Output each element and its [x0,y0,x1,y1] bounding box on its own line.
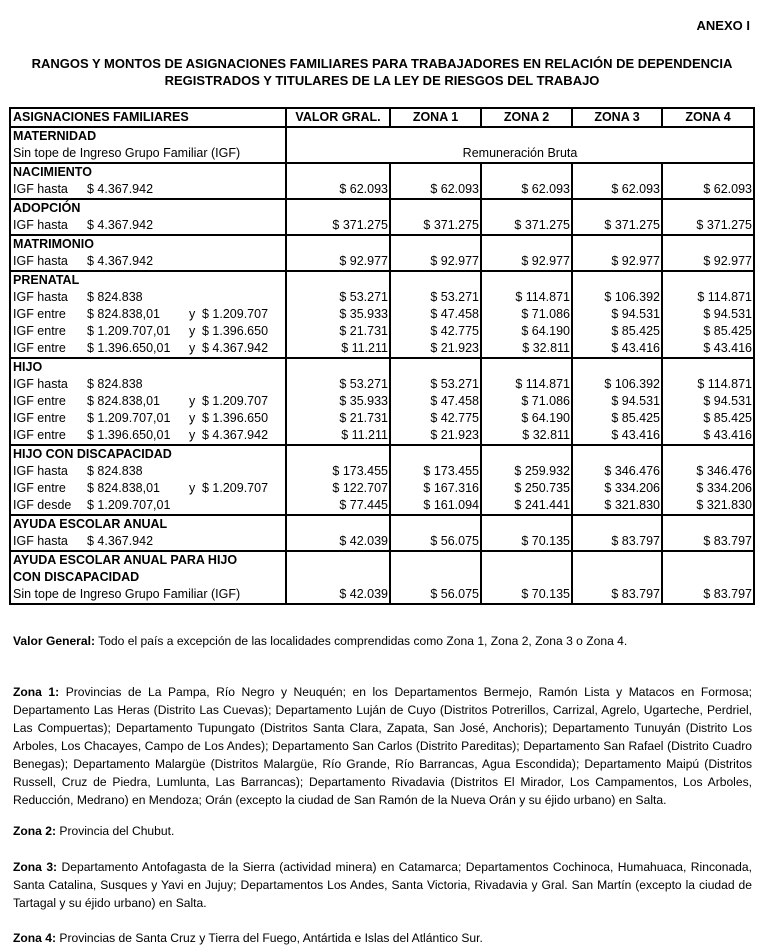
title-line-1: RANGOS Y MONTOS DE ASIGNACIONES FAMILIARES PARA TRABAJADORES EN RELACIÓN DE DEPENDENCIA [31,56,733,71]
amount-cell: $ 42.039 [286,533,390,551]
amount-cell: $ 47.458 [390,393,481,410]
row-label [10,376,286,393]
empty-cell [481,199,572,217]
row-label [10,306,286,323]
amount-cell: $ 83.797 [662,533,754,551]
amount-cell: $ 334.206 [572,480,662,497]
amount-cell: $ 35.933 [286,306,390,323]
row-label-group [13,497,283,514]
row-label [10,410,286,427]
row-label-group [13,376,283,393]
note-text: Todo el país a excepción de las localidades comprendidas como Zona 1, Zona 2, Zona 3 o Zona 4. [95,634,628,648]
table-row [10,217,754,235]
amount-cell: $ 92.977 [286,253,390,271]
amount-cell: $ 47.458 [390,306,481,323]
matrimonio-title-row [10,235,754,253]
amount-cell: $ 94.531 [662,393,754,410]
empty-cell [572,551,662,569]
amount-cell: $ 21.923 [390,340,481,358]
annex-label: ANEXO I [696,18,750,33]
empty-cell [481,515,572,533]
amount-cell: $ 114.871 [481,376,572,393]
empty-cell [481,445,572,463]
table-row [10,323,754,340]
row-label [10,497,286,515]
table-row [10,410,754,427]
amount-cell: $ 173.455 [286,463,390,480]
igf-lower-bound: $ 4.367.942 [87,218,154,232]
amount-cell: $ 92.977 [662,253,754,271]
igf-lower-bound: $ 1.209.707,01 [87,324,171,338]
amount-cell: $ 85.425 [662,323,754,340]
empty-cell [390,515,481,533]
empty-cell [390,569,481,586]
igf-range-connector: y [189,481,196,495]
document-title [10,55,754,89]
igf-lower-bound: $ 824.838 [87,377,143,391]
empty-cell [662,551,754,569]
row-label: Sin tope de Ingreso Grupo Familiar (IGF) [10,145,286,163]
igf-lower-bound: $ 1.209.707,01 [87,411,171,425]
amount-cell: $ 85.425 [662,410,754,427]
section-title: MATRIMONIO [10,235,286,253]
amount-cell: $ 346.476 [572,463,662,480]
empty-cell [572,358,662,376]
igf-lower-bound: $ 4.367.942 [87,182,154,196]
amount-cell: $ 53.271 [286,376,390,393]
igf-lower-bound: $ 824.838,01 [87,307,160,321]
table-header-row [10,108,754,127]
ayuda-title-row [10,515,754,533]
igf-condition: IGF hasta [13,254,68,268]
empty-cell [572,199,662,217]
note-text: Provincia del Chubut. [56,824,175,838]
table-row [10,306,754,323]
amount-cell: $ 371.275 [662,217,754,235]
empty-cell [572,163,662,181]
empty-cell [390,199,481,217]
igf-lower-bound: $ 824.838,01 [87,394,160,408]
row-label [10,323,286,340]
empty-cell [572,445,662,463]
ayuda-disc-title-row [10,551,754,569]
igf-condition: IGF entre [13,307,66,321]
empty-cell [481,271,572,289]
note-zona-3 [13,858,752,912]
title-line-2: REGISTRADOS Y TITULARES DE LA LEY DE RIESGOS DEL TRABAJO [164,73,600,88]
igf-lower-bound: $ 1.396.650,01 [87,341,171,355]
empty-cell [286,271,390,289]
amount-cell: $ 32.811 [481,427,572,445]
amount-cell: $ 42.775 [390,323,481,340]
amount-cell: $ 94.531 [572,306,662,323]
igf-condition: IGF entre [13,324,66,338]
amount-cell: $ 83.797 [572,533,662,551]
igf-condition: IGF entre [13,341,66,355]
amount-cell: $ 62.093 [572,181,662,199]
remuneracion-bruta-cell [286,127,754,163]
igf-range-connector: y [189,411,196,425]
section-title: MATERNIDAD [10,127,286,145]
row-label-group [13,217,283,234]
amount-cell: $ 43.416 [572,427,662,445]
row-label [10,480,286,497]
amount-cell: $ 56.075 [390,533,481,551]
igf-upper-bound: $ 4.367.942 [202,428,269,442]
row-label [10,340,286,358]
amount-cell: $ 114.871 [481,289,572,306]
empty-cell [662,358,754,376]
empty-cell [286,163,390,181]
section-title: NACIMIENTO [10,163,286,181]
hijo_disc-title-row [10,445,754,463]
row-label [10,463,286,480]
table-row [10,533,754,551]
empty-cell [286,551,390,569]
empty-cell [481,569,572,586]
amount-cell: $ 371.275 [390,217,481,235]
amount-cell: $ 42.775 [390,410,481,427]
amount-cell: $ 85.425 [572,410,662,427]
empty-cell [286,235,390,253]
row-label-group [13,340,283,357]
amount-cell: $ 42.039 [286,586,390,604]
section-title: AYUDA ESCOLAR ANUAL [10,515,286,533]
amount-cell: $ 53.271 [286,289,390,306]
amount-cell: $ 371.275 [286,217,390,235]
igf-lower-bound: $ 1.396.650,01 [87,428,171,442]
igf-lower-bound: $ 1.209.707,01 [87,498,171,512]
igf-condition: IGF hasta [13,377,68,391]
header-cell: ZONA 3 [572,108,662,127]
amount-cell: $ 85.425 [572,323,662,340]
table-row [10,586,754,604]
note-text: Provincias de Santa Cruz y Tierra del Fuego, Antártida e Islas del Atlántico Sur. [56,931,483,945]
amount-cell: $ 71.086 [481,393,572,410]
amount-cell: $ 94.531 [572,393,662,410]
table-row [10,463,754,480]
empty-cell [481,551,572,569]
amount-cell: $ 77.445 [286,497,390,515]
amount-cell: $ 83.797 [572,586,662,604]
table-row [10,289,754,306]
igf-condition: IGF hasta [13,218,68,232]
row-label-group [13,253,283,270]
empty-cell [662,163,754,181]
amount-cell: $ 62.093 [286,181,390,199]
note-label: Zona 3: [13,860,58,874]
amount-cell: $ 11.211 [286,340,390,358]
empty-cell [662,235,754,253]
igf-condition: IGF hasta [13,182,68,196]
amount-cell: $ 56.075 [390,586,481,604]
empty-cell [390,271,481,289]
note-zona-4 [13,929,752,947]
amount-cell: $ 83.797 [662,586,754,604]
table-row [10,480,754,497]
note-text: Provincias de La Pampa, Río Negro y Neuquén; en los Departamentos Bermejo, Ramón Lista y Matacos en Formosa; Departamento Las Heras (Distrito Las Cuevas); Departamento Luján de Cuyo (Distritos Potrerillos, Carrizal, Agrelo, Ugarteche, Perdriel, Las Compuertas); Departamento Tupungato (Distritos Santa Clara, Zapata, San José, Anchoris); Departamento Tunuyán (Distrito Los Arboles, Los Chacayes, Campo de Los Andes); Departamento San Carlos (Distrito Pareditas); Departamento San Rafael (Distrito Cuadro Benegas); Departamento Malargüe (Distritos Malargüe, Río Grande, Río Barrancas, Agua Escondida); Departamento Maipú (Distritos Russell, Cruz de Piedra, Lumlunta, Las Barrancas); Departamento Rivadavia (Distritos El Mirador, Los Campamentos, Los Arboles, Reducción, Medrano) en Mendoza; Orán (excepto la ciudad de San Ramón de la Nueva Orán y su éjido urbano) en Salta. [13,685,752,807]
empty-cell [390,358,481,376]
section-title: AYUDA ESCOLAR ANUAL PARA HIJO [10,551,286,569]
igf-upper-bound: $ 1.209.707 [202,394,269,408]
igf-upper-bound: $ 4.367.942 [202,341,269,355]
header-cell: ZONA 1 [390,108,481,127]
note-zona-2 [13,822,752,840]
row-label [10,181,286,199]
amount-cell: $ 43.416 [662,340,754,358]
row-label-group [13,306,283,323]
amount-cell: $ 64.190 [481,410,572,427]
header-cell: ZONA 4 [662,108,754,127]
section-title: ADOPCIÓN [10,199,286,217]
empty-cell [286,199,390,217]
table-row [10,427,754,445]
row-label [10,393,286,410]
row-label-group [13,427,283,444]
igf-condition: IGF desde [13,498,72,512]
igf-lower-bound: $ 824.838,01 [87,481,160,495]
table-row [10,253,754,271]
note-text: Departamento Antofagasta de la Sierra (actividad minera) en Catamarca; Departamentos Cochinoca, Humahuaca, Rinconada, Santa Catalina, Susques y Yavi en Jujuy; Departamentos Los Andes, Santa Victoria, Rivadavia y Gral. San Martín (excepto la ciudad de Tartagal y su éjido urbano) en Salta. [13,860,752,910]
header-cell: VALOR GRAL. [286,108,390,127]
igf-upper-bound: $ 1.396.650 [202,411,269,425]
ayuda-disc-title-row-2 [10,569,754,586]
amount-cell: $ 53.271 [390,376,481,393]
empty-cell [662,445,754,463]
amount-cell: $ 321.830 [572,497,662,515]
amount-cell: $ 94.531 [662,306,754,323]
amount-cell: $ 35.933 [286,393,390,410]
igf-range-connector: y [189,428,196,442]
empty-cell [286,515,390,533]
amount-cell: $ 241.441 [481,497,572,515]
igf-upper-bound: $ 1.209.707 [202,481,269,495]
igf-lower-bound: $ 4.367.942 [87,534,154,548]
note-valor-general [13,632,752,650]
row-label-group [13,181,283,198]
row-label [10,217,286,235]
empty-cell [572,271,662,289]
row-label-group [13,289,283,306]
amount-cell: $ 43.416 [572,340,662,358]
amount-cell: $ 32.811 [481,340,572,358]
row-label-group [13,323,283,340]
igf-range-connector: y [189,324,196,338]
amount-cell: $ 106.392 [572,376,662,393]
row-label-group [13,393,283,410]
empty-cell [662,515,754,533]
amount-cell: $ 21.731 [286,410,390,427]
note-zona-1 [13,683,752,809]
igf-condition: IGF entre [13,411,66,425]
igf-condition: IGF entre [13,428,66,442]
nacimiento-title-row [10,163,754,181]
row-label-group [13,410,283,427]
amount-cell: $ 371.275 [572,217,662,235]
amount-cell: $ 92.977 [572,253,662,271]
empty-cell [481,235,572,253]
prenatal-title-row [10,271,754,289]
row-label: Sin tope de Ingreso Grupo Familiar (IGF) [10,586,286,604]
header-cell: ZONA 2 [481,108,572,127]
amount-cell: $ 167.316 [390,480,481,497]
empty-cell [286,445,390,463]
note-label: Valor General: [13,634,96,648]
section-title: CON DISCAPACIDAD [10,569,286,586]
empty-cell [481,358,572,376]
amount-cell: $ 11.211 [286,427,390,445]
igf-lower-bound: $ 4.367.942 [87,254,154,268]
amount-cell: $ 62.093 [390,181,481,199]
maternidad-title-row [10,127,754,145]
empty-cell [572,515,662,533]
allowances-table [9,107,755,605]
empty-cell [481,163,572,181]
section-title: HIJO CON DISCAPACIDAD [10,445,286,463]
row-label [10,289,286,306]
amount-cell: $ 70.135 [481,533,572,551]
igf-condition: IGF hasta [13,534,68,548]
empty-cell [662,199,754,217]
row-label-group [13,463,283,480]
amount-cell: $ 259.932 [481,463,572,480]
table-row [10,340,754,358]
note-label: Zona 2: [13,824,57,838]
amount-cell: $ 92.977 [481,253,572,271]
igf-condition: IGF entre [13,394,66,408]
note-label: Zona 1: [13,685,60,699]
amount-cell: $ 346.476 [662,463,754,480]
amount-cell: $ 106.392 [572,289,662,306]
igf-lower-bound: $ 824.838 [87,464,143,478]
note-label: Zona 4: [13,931,57,945]
row-label-group [13,480,283,497]
amount-cell: $ 21.731 [286,323,390,340]
igf-range-connector: y [189,394,196,408]
amount-cell: $ 161.094 [390,497,481,515]
amount-cell: $ 53.271 [390,289,481,306]
hijo-title-row [10,358,754,376]
row-label-group [13,533,283,550]
amount-cell: $ 114.871 [662,289,754,306]
amount-cell: $ 70.135 [481,586,572,604]
igf-condition: IGF hasta [13,464,68,478]
empty-cell [662,271,754,289]
amount-cell: $ 250.735 [481,480,572,497]
section-title: HIJO [10,358,286,376]
table-row [10,497,754,515]
row-label [10,533,286,551]
table-row [10,393,754,410]
header-cell: ASIGNACIONES FAMILIARES [10,108,286,127]
empty-cell [390,551,481,569]
igf-upper-bound: $ 1.396.650 [202,324,269,338]
empty-cell [572,235,662,253]
remuneracion-bruta-note: Remuneración Bruta [462,146,578,160]
igf-lower-bound: $ 824.838 [87,290,143,304]
table-row [10,181,754,199]
igf-range-connector: y [189,307,196,321]
amount-cell: $ 71.086 [481,306,572,323]
amount-cell: $ 173.455 [390,463,481,480]
amount-cell: $ 114.871 [662,376,754,393]
amount-cell: $ 43.416 [662,427,754,445]
table-row [10,376,754,393]
empty-cell [390,445,481,463]
amount-cell: $ 62.093 [481,181,572,199]
row-label [10,253,286,271]
empty-cell [390,235,481,253]
empty-cell [662,569,754,586]
amount-cell: $ 64.190 [481,323,572,340]
empty-cell [572,569,662,586]
amount-cell: $ 334.206 [662,480,754,497]
empty-cell [390,163,481,181]
igf-upper-bound: $ 1.209.707 [202,307,269,321]
igf-range-connector: y [189,341,196,355]
amount-cell: $ 122.707 [286,480,390,497]
section-title: PRENATAL [10,271,286,289]
amount-cell: $ 371.275 [481,217,572,235]
amount-cell: $ 21.923 [390,427,481,445]
empty-cell [286,358,390,376]
amount-cell: $ 321.830 [662,497,754,515]
igf-condition: IGF entre [13,481,66,495]
empty-cell [286,569,390,586]
adopcion-title-row [10,199,754,217]
amount-cell: $ 92.977 [390,253,481,271]
amount-cell: $ 62.093 [662,181,754,199]
igf-condition: IGF hasta [13,290,68,304]
row-label [10,427,286,445]
